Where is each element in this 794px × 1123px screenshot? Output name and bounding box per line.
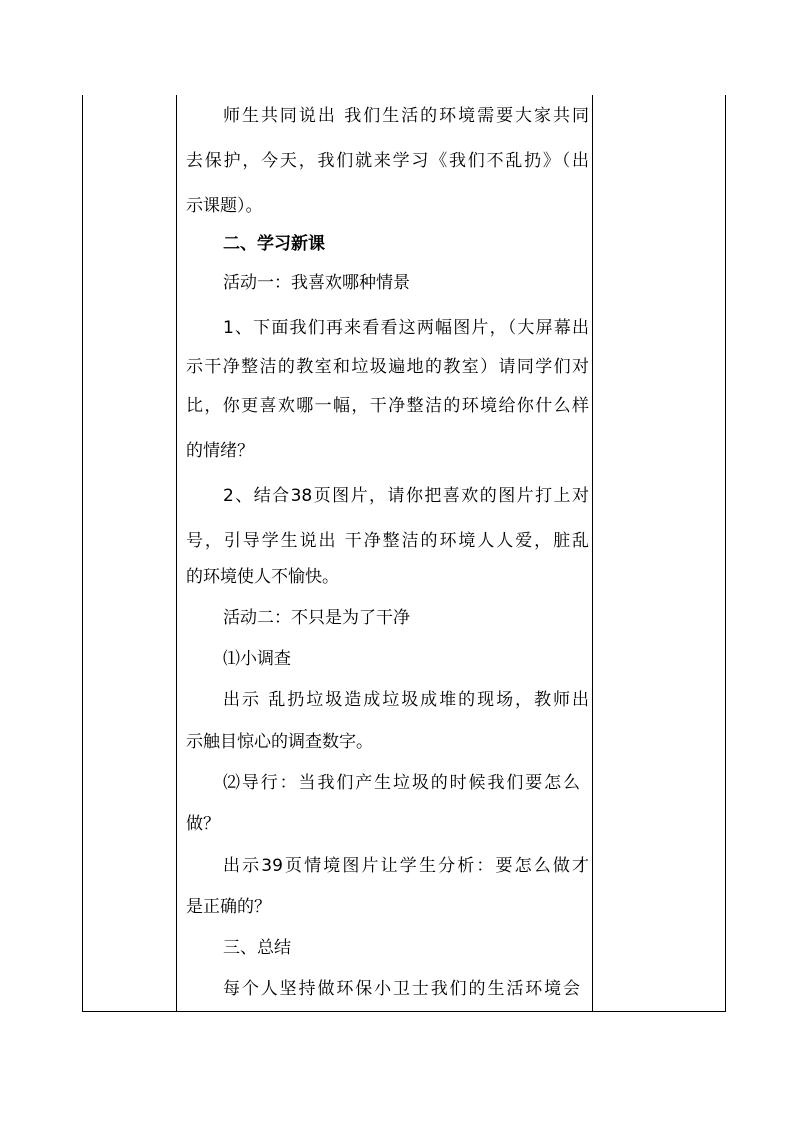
paragraph-line: 号，引导学生说出 干净整洁的环境人人爱，脏乱: [186, 531, 589, 551]
list-item: ⑵导行：当我们产生垃圾的时候我们要怎么: [223, 773, 580, 793]
paragraph-line: 是正确的？: [186, 897, 271, 917]
section-heading: 三、总结: [223, 938, 291, 958]
paragraph-line: 的情绪？: [186, 441, 254, 461]
table-border-left: [82, 95, 83, 1012]
paragraph-line: 出示 乱扔垃圾造成垃圾成堆的现场，教师出: [223, 690, 589, 710]
paragraph-line: 示干净整洁的教室和垃圾遍地的教室）请同学们对: [186, 357, 589, 377]
paragraph-line: 师生共同说出 我们生活的环境需要大家共同: [223, 106, 589, 126]
activity-heading: 活动二：不只是为了干净: [223, 608, 410, 628]
paragraph-line: 示课题）。: [186, 196, 263, 216]
table-border-bottom: [82, 1011, 726, 1012]
paragraph-line: 去保护，今天，我们就来学习《我们不乱扔》（出: [186, 151, 589, 171]
paragraph-line: 做？: [186, 814, 220, 834]
paragraph-line: 出示39页情境图片让学生分析：要怎么做才: [223, 856, 589, 876]
section-heading: 二、学习新课: [223, 234, 325, 254]
activity-heading: 活动一：我喜欢哪种情景: [223, 273, 410, 293]
paragraph-line: 示触目惊心的调查数字。: [186, 732, 373, 752]
table-column-divider-2: [592, 95, 593, 1012]
paragraph-line: 1、下面我们再来看看这两幅图片，（大屏幕出: [223, 318, 589, 338]
table-column-divider-1: [176, 95, 177, 1012]
paragraph-line: 2、结合38页图片，请你把喜欢的图片打上对: [223, 486, 589, 506]
paragraph-line: 比，你更喜欢哪一幅，干净整洁的环境给你什么样: [186, 396, 589, 416]
paragraph-line: 的环境使人不愉快。: [186, 567, 339, 587]
table-border-right: [725, 95, 726, 1012]
list-item: ⑴小调查: [223, 649, 291, 669]
paragraph-line: 每个人坚持做环保小卫士我们的生活环境会: [223, 979, 580, 999]
